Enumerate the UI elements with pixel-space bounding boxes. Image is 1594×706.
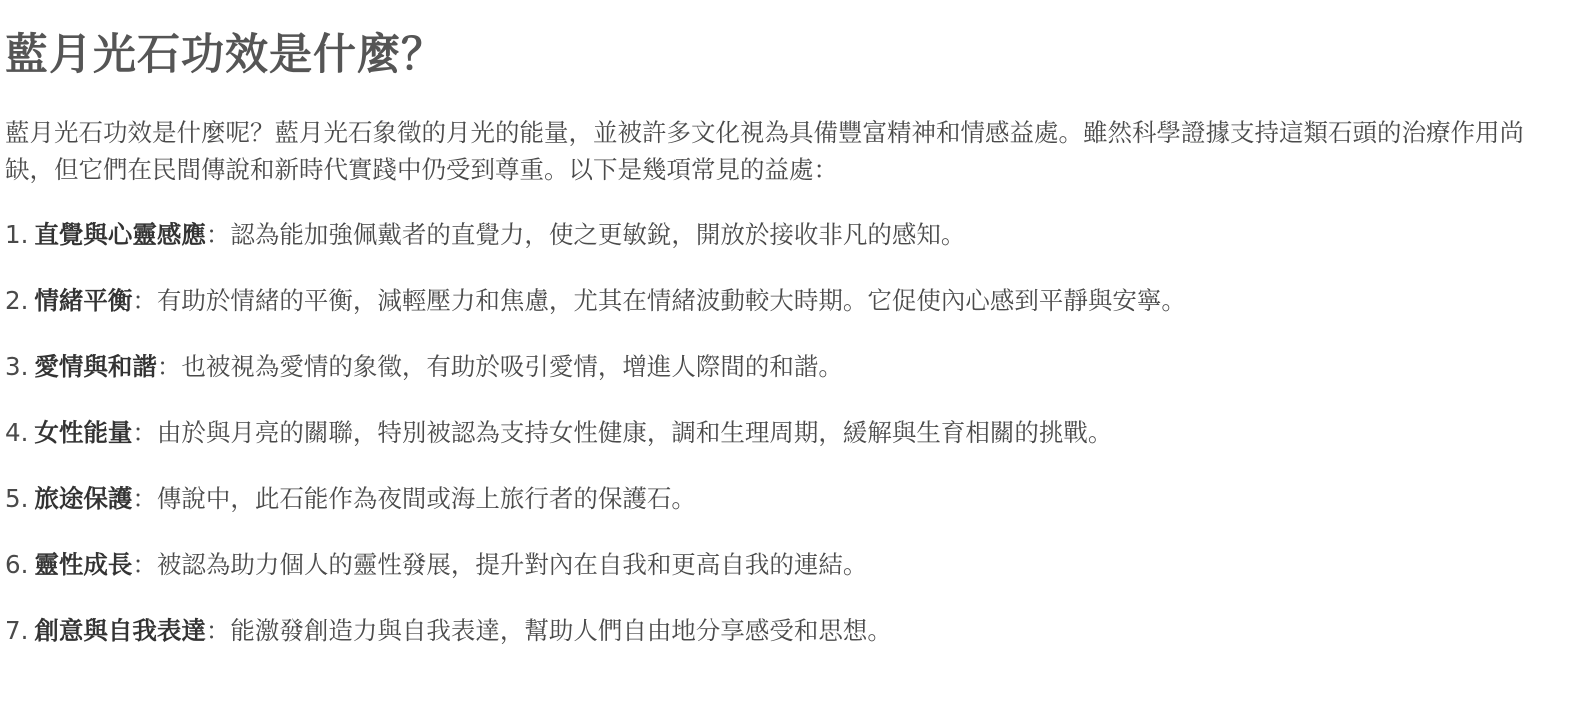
list-item-term: 旅途保護 [34, 484, 133, 513]
list-item-description: ：被認為助力個人的靈性發展，提升對內在自我和更高自我的連結。 [132, 550, 868, 579]
list-item-number: 7. [5, 616, 29, 645]
list-item-description: ：也被視為愛情的象徵，有助於吸引愛情，增進人際間的和諧。 [156, 352, 843, 381]
list-item-term: 靈性成長 [34, 550, 133, 579]
list-item [5, 612, 1574, 649]
list-item-term: 情緒平衡 [34, 286, 133, 315]
list-item [5, 546, 1574, 583]
list-item-number: 1. [5, 220, 29, 249]
list-item-number: 4. [5, 418, 29, 447]
list-item-term: 愛情與和諧 [34, 352, 157, 381]
list-item-description: ：傳說中，此石能作為夜間或海上旅行者的保護石。 [132, 484, 696, 513]
list-item-number: 2. [5, 286, 29, 315]
list-item-term: 直覺與心靈感應 [34, 220, 206, 249]
list-item-number: 5. [5, 484, 29, 513]
page-title: 藍月光石功效是什麼？ [5, 30, 445, 80]
list-item-term: 女性能量 [34, 418, 133, 447]
list-item-number: 6. [5, 550, 29, 579]
list-item-number: 3. [5, 352, 29, 381]
list-item-description: ：由於與月亮的關聯，特別被認為支持女性健康，調和生理周期，緩解與生育相關的挑戰。 [132, 418, 1113, 447]
list-item-description: ：有助於情緒的平衡，減輕壓力和焦慮，尤其在情緒波動較大時期。它促使內心感到平靜與安寧。 [132, 286, 1186, 315]
list-item [5, 282, 1574, 319]
intro-paragraph: 藍月光石功效是什麼呢？藍月光石象徵的月光的能量，並被許多文化視為具備豐富精神和情感益處。雖然科學證據支持這類石頭的治療作用尚缺，但它們在民間傳說和新時代實踐中仍受到尊重。以下是幾項常見的益處： [5, 118, 1524, 184]
list-item [5, 480, 1574, 517]
list-item [5, 414, 1574, 451]
list-item-description: ：能激發創造力與自我表達，幫助人們自由地分享感受和思想。 [205, 616, 892, 645]
list-item [5, 348, 1574, 385]
list-item [5, 216, 1574, 253]
benefits-list [5, 216, 1574, 649]
list-item-term: 創意與自我表達 [34, 616, 206, 645]
list-item-description: ：認為能加強佩戴者的直覺力，使之更敏銳，開放於接收非凡的感知。 [205, 220, 966, 249]
